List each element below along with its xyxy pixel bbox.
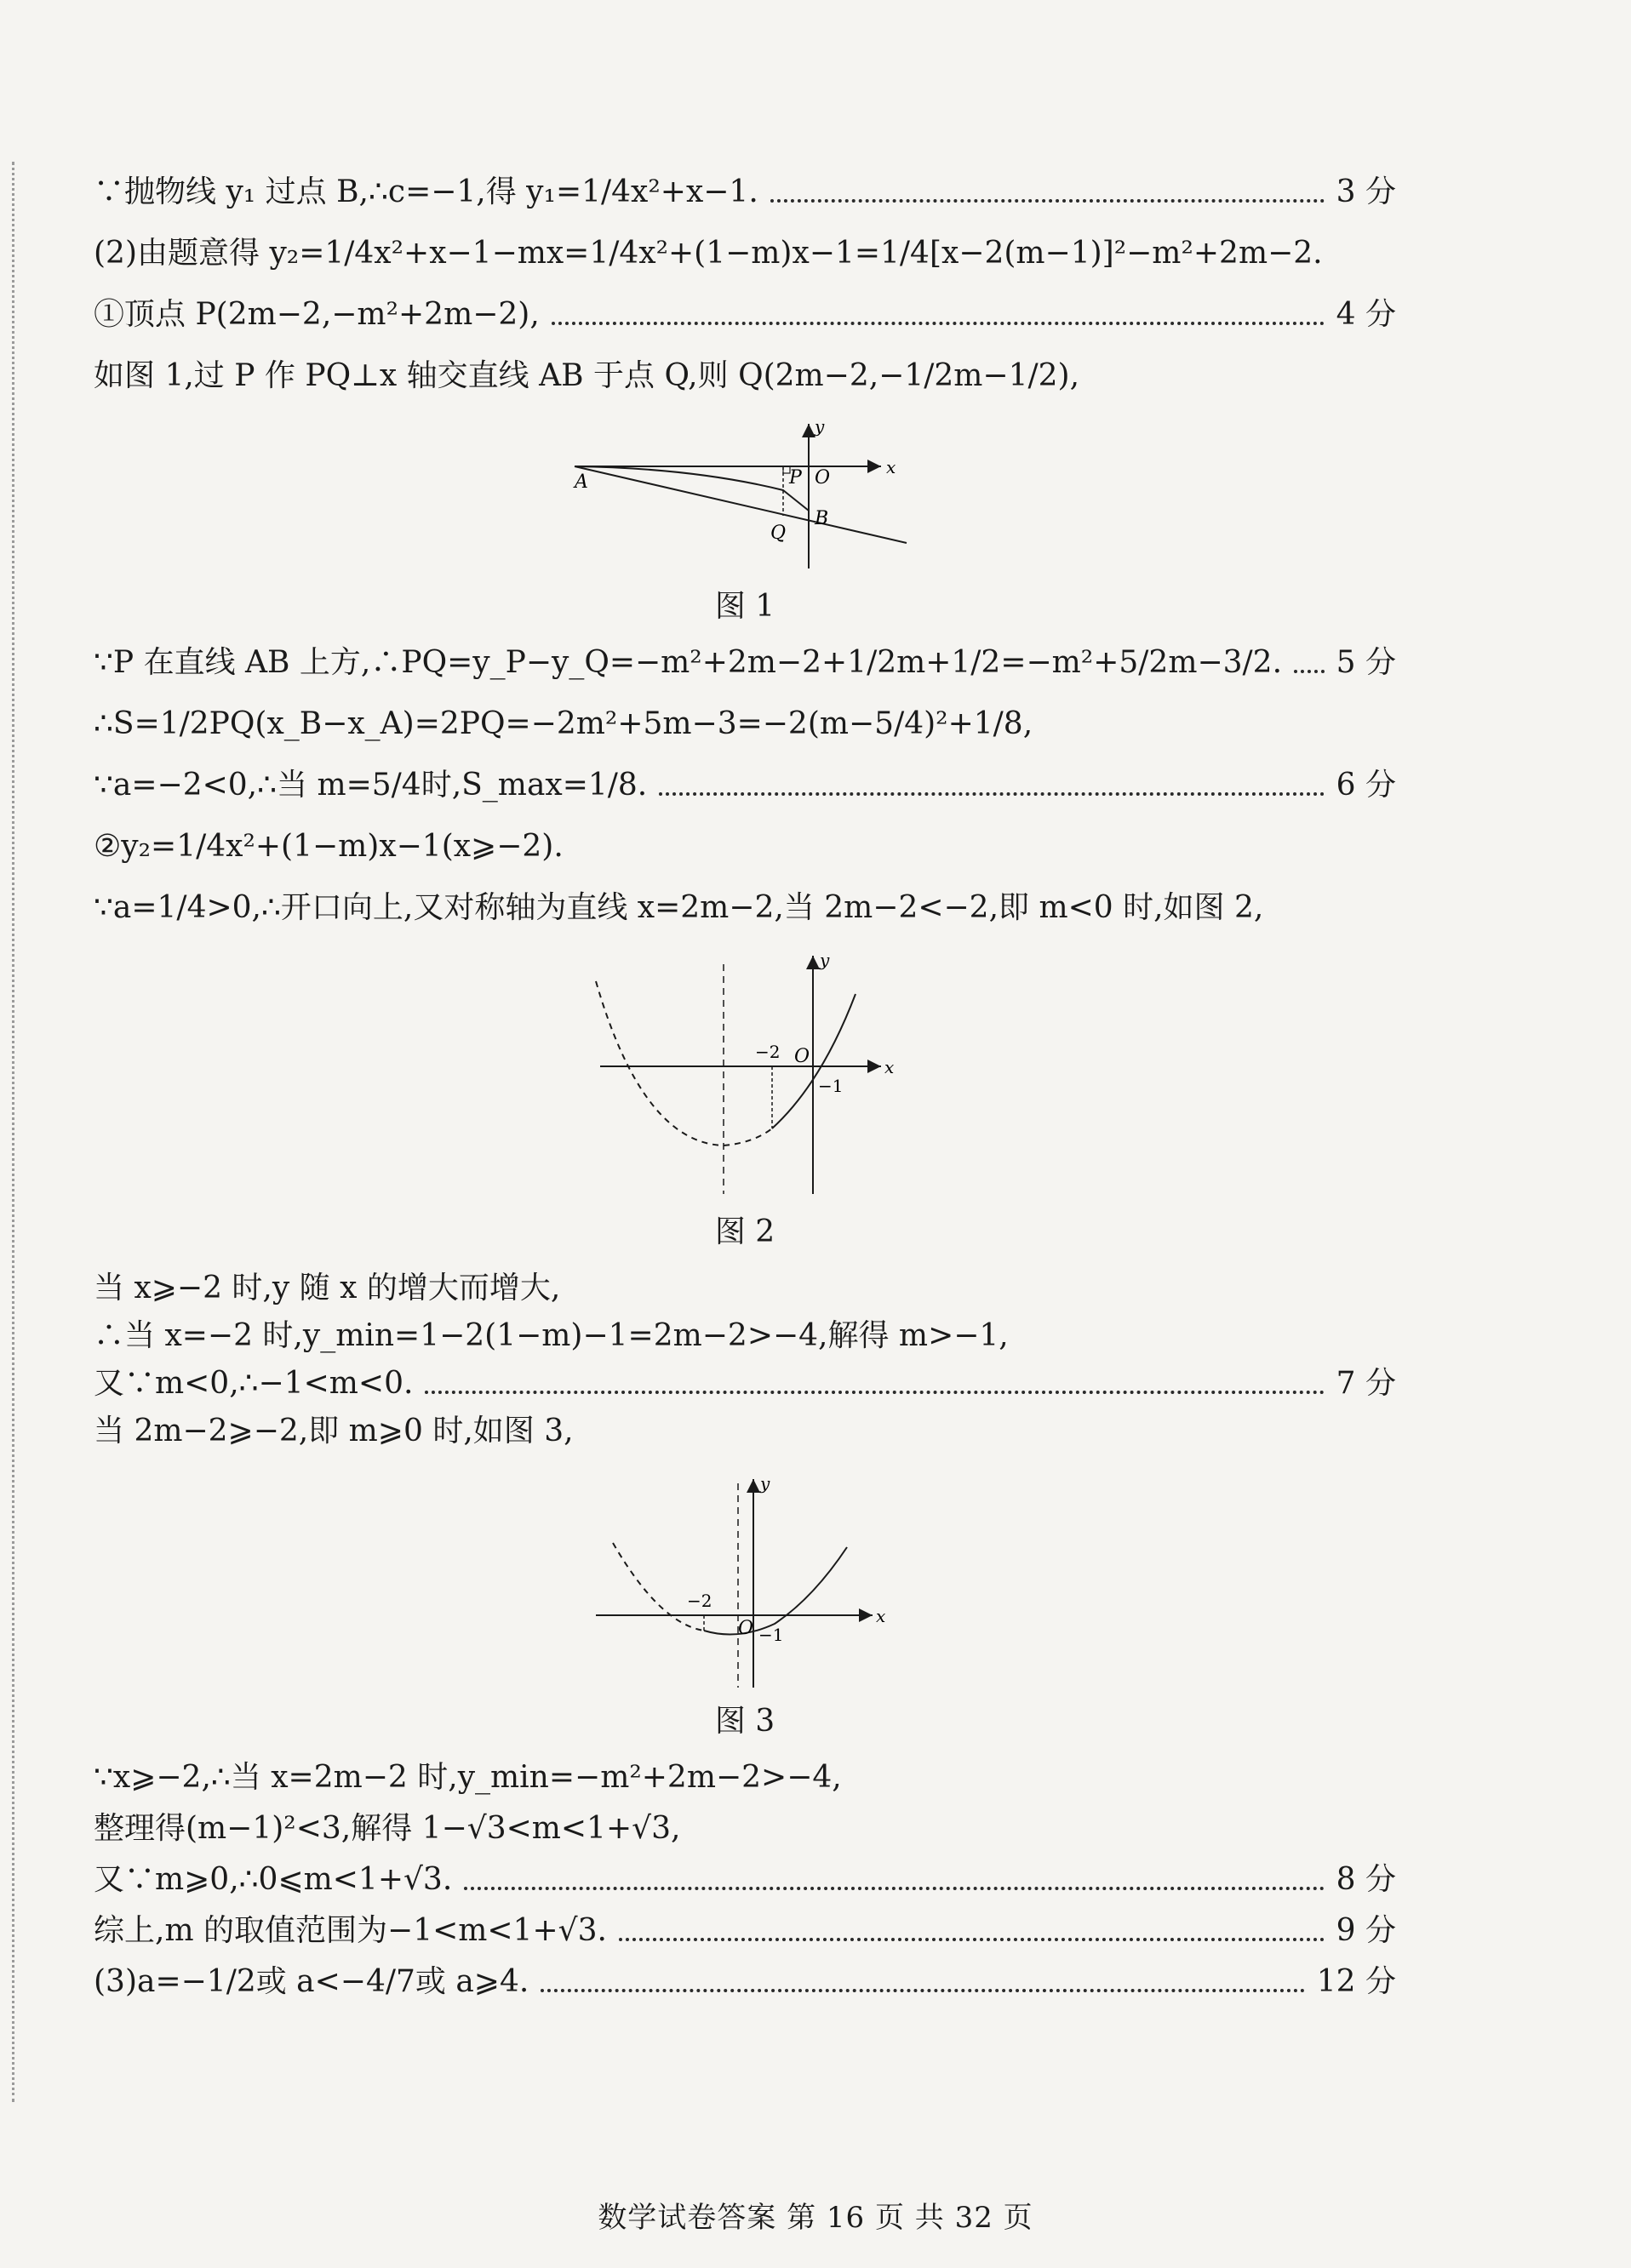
dot-leader xyxy=(659,792,1324,796)
figure-2 xyxy=(94,947,1396,1251)
label-neg2: −2 xyxy=(687,1591,712,1611)
line-ab xyxy=(575,466,907,543)
figure-caption: 图 3 xyxy=(714,1704,775,1739)
parabola-dashed-part xyxy=(596,981,772,1145)
score-label: 6 分 xyxy=(1336,768,1396,803)
dot-leader xyxy=(464,1887,1324,1890)
answer-line: ∵a=1/4>0,∴开口向上,又对称轴为直线 x=2m−2,当 2m−2<−2,即 m<0 时,如图 2, xyxy=(94,890,1264,925)
answer-line: ②y₂=1/4x²+(1−m)x−1(x⩾−2). xyxy=(94,829,564,864)
answer-line: (2)由题意得 y₂=1/4x²+x−1−mx=1/4x²+(1−m)x−1=1/4[x−2(m−1)]²−m²+2m−2. xyxy=(94,236,1323,271)
answer-line: 整理得(m−1)²<3,解得 1−√3<m<1+√3, xyxy=(94,1811,681,1846)
answer-line: (3)a=−1/2或 a<−4/7或 a⩾4. 12 分 xyxy=(94,1960,1396,2004)
label-o: O xyxy=(815,467,831,488)
score-label: 4 分 xyxy=(1336,297,1396,332)
label-y: y xyxy=(820,950,830,970)
dot-leader xyxy=(619,1938,1325,1941)
answer-line: 又∵m<0,∴−1<m<0. 7 分 xyxy=(94,1362,1396,1406)
binding-margin-line xyxy=(12,162,14,2102)
answer-line: 当 x⩾−2 时,y 随 x 的增大而增大, xyxy=(94,1271,561,1305)
score-label: 9 分 xyxy=(1336,1913,1396,1948)
label-x: x xyxy=(884,1057,895,1077)
dot-leader xyxy=(541,1989,1304,1992)
answer-line: ∵抛物线 y₁ 过点 B,∴c=−1,得 y₁=1/4x²+x−1. 3 分 xyxy=(94,170,1396,214)
answer-line: ∴S=1/2PQ(x_B−x_A)=2PQ=−2m²+5m−3=−2(m−5/4)²+1/8, xyxy=(94,706,1033,741)
answer-line: 综上,m 的取值范围为−1<m<1+√3. 9 分 xyxy=(94,1909,1396,1953)
label-b: B xyxy=(815,508,829,529)
score-label: 5 分 xyxy=(1336,645,1396,680)
label-y: y xyxy=(760,1473,770,1494)
label-q: Q xyxy=(770,523,787,544)
label-x: x xyxy=(876,1606,886,1626)
figure-3-diagram xyxy=(592,1471,898,1692)
figure-caption: 图 1 xyxy=(714,589,775,624)
label-a: A xyxy=(575,471,588,493)
score-label: 3 分 xyxy=(1336,174,1396,209)
score-label: 12 分 xyxy=(1316,1964,1396,1999)
label-x: x xyxy=(886,457,896,477)
figure-caption: 图 2 xyxy=(714,1214,775,1249)
parabola-dashed-part xyxy=(613,1543,704,1631)
label-neg1: −1 xyxy=(818,1076,844,1096)
dot-leader xyxy=(425,1391,1324,1394)
label-p: P xyxy=(789,467,802,488)
answer-line: 当 2m−2⩾−2,即 m⩾0 时,如图 3, xyxy=(94,1414,574,1448)
label-neg2: −2 xyxy=(755,1042,781,1062)
answer-line: ∵P 在直线 AB 上方,∴PQ=y_P−y_Q=−m²+2m−2+1/2m+1/2=−m²+5/2m−3/2. 5 分 xyxy=(94,641,1396,685)
parabola-solid-part xyxy=(704,1547,847,1635)
answer-line: 又∵m⩾0,∴0⩽m<1+√3. 8 分 xyxy=(94,1858,1396,1902)
figure-1-diagram xyxy=(566,415,924,577)
score-label: 7 分 xyxy=(1336,1366,1396,1401)
answer-line: ∴当 x=−2 时,y_min=1−2(1−m)−1=2m−2>−4,解得 m>−1, xyxy=(94,1318,1009,1353)
page-footer: 数学试卷答案 第 16 页 共 32 页 xyxy=(598,2201,1033,2235)
answer-line: 如图 1,过 P 作 PQ⊥x 轴交直线 AB 于点 Q,则 Q(2m−2,−1/2m−1/2), xyxy=(94,358,1080,393)
label-y: y xyxy=(815,416,825,437)
figure-2-diagram xyxy=(592,947,898,1203)
answer-line: ∵a=−2<0,∴当 m=5/4时,S_max=1/8. 6 分 xyxy=(94,763,1396,808)
figure-1 xyxy=(94,415,1396,626)
answer-line: ∵x⩾−2,∴当 x=2m−2 时,y_min=−m²+2m−2>−4, xyxy=(94,1760,842,1795)
answer-line: ①顶点 P(2m−2,−m²+2m−2), 4 分 xyxy=(94,293,1396,337)
score-label: 8 分 xyxy=(1336,1862,1396,1897)
dot-leader xyxy=(1294,670,1325,673)
label-o: O xyxy=(738,1618,754,1639)
dot-leader xyxy=(770,199,1325,203)
dot-leader xyxy=(552,322,1325,325)
parabola-arc xyxy=(575,466,809,511)
figure-3 xyxy=(94,1471,1396,1740)
label-o: O xyxy=(794,1046,810,1067)
label-neg1: −1 xyxy=(758,1625,784,1645)
answer-page xyxy=(94,153,1396,2021)
